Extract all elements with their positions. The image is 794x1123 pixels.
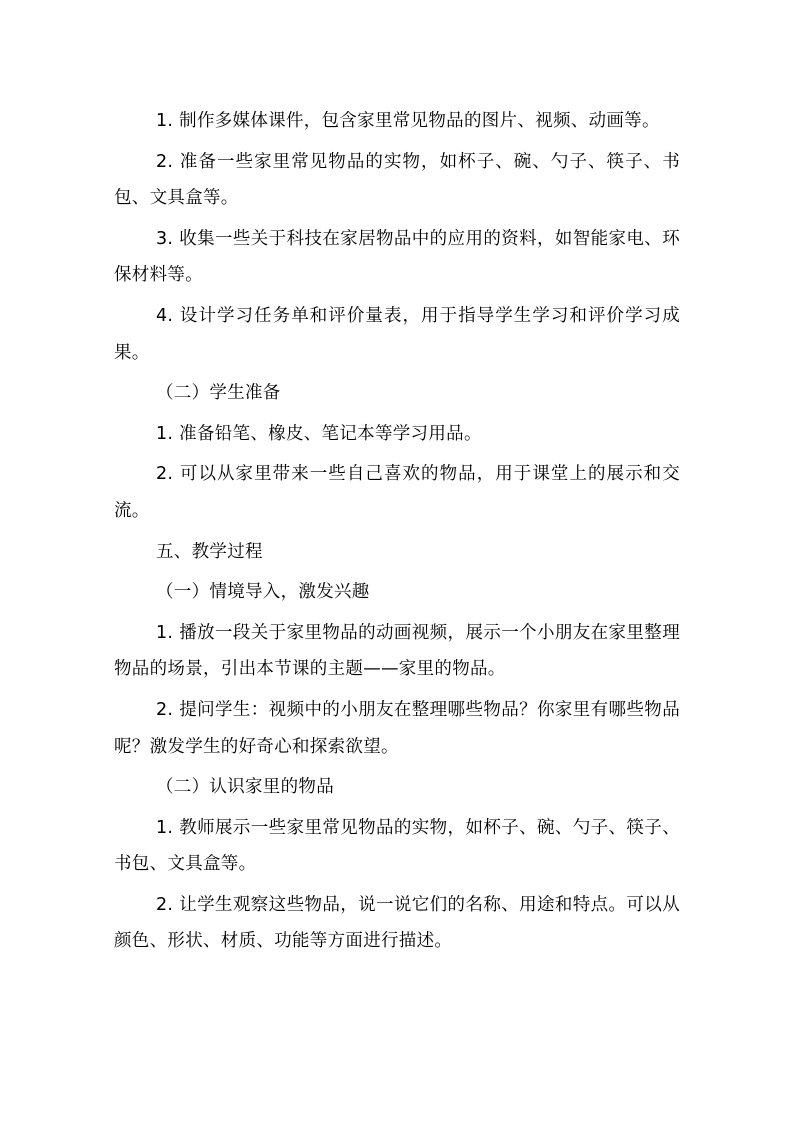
paragraph-know-items-2: 2. 让学生观察这些物品，说一说它们的名称、用途和特点。可以从颜色、形状、材质、功能等方面进行描述。 [114, 894, 680, 952]
paragraph-know-items-1: 1. 教师展示一些家里常见物品的实物，如杯子、碗、勺子、筷子、书包、文具盒等。 [114, 817, 680, 875]
section-heading-situation-intro: （一）情境导入，激发兴趣 [156, 582, 370, 603]
section-heading-teaching-process: 五、教学过程 [156, 541, 263, 562]
paragraph-teacher-prep-2: 2. 准备一些家里常见物品的实物，如杯子、碗、勺子、筷子、书包、文具盒等。 [114, 151, 680, 209]
document-body [114, 103, 680, 964]
paragraph-teacher-prep-1: 1. 制作多媒体课件，包含家里常见物品的图片、视频、动画等。 [156, 111, 660, 131]
paragraph-student-prep-2: 2. 可以从家里带来一些自己喜欢的物品，用于课堂上的展示和交流。 [114, 464, 680, 521]
section-heading-know-items: （二）认识家里的物品 [156, 777, 334, 798]
paragraph-intro-2: 2. 提问学生：视频中的小朋友在整理哪些物品？你家里有哪些物品呢？激发学生的好奇心和探索欲望。 [114, 699, 680, 757]
section-heading-student-prep: （二）学生准备 [156, 383, 281, 404]
paragraph-teacher-prep-3: 3. 收集一些关于科技在家居物品中的应用的资料，如智能家电、环保材料等。 [114, 228, 680, 286]
paragraph-intro-1: 1. 播放一段关于家里物品的动画视频，展示一个小朋友在家里整理物品的场景，引出本节课的主题——家里的物品。 [114, 622, 680, 680]
paragraph-teacher-prep-4: 4. 设计学习任务单和评价量表，用于指导学生学习和评价学习成果。 [114, 305, 680, 363]
paragraph-student-prep-1: 1. 准备铅笔、橡皮、笔记本等学习用品。 [156, 423, 482, 444]
